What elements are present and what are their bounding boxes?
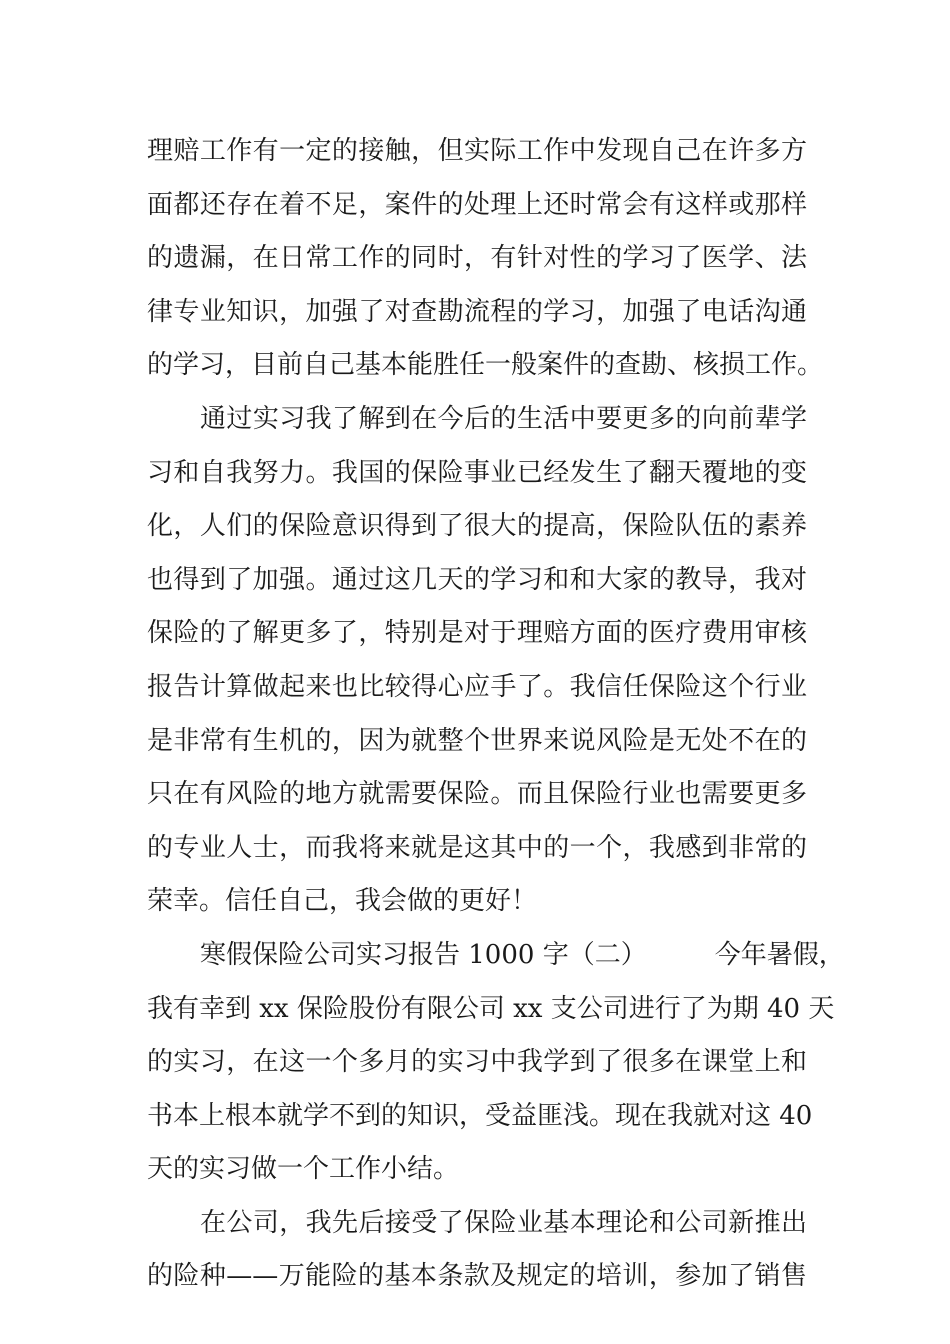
paragraph-2-line: 习和自我努力。我国的保险事业已经发生了翻天覆地的变 — [147, 457, 807, 488]
paragraph-1-line: 的学习，目前自己基本能胜任一般案件的查勘、核损工作。 — [147, 350, 824, 381]
paragraph-2-line: 保险的了解更多了，特别是对于理赔方面的医疗费用审核 — [147, 618, 807, 649]
paragraph-3-line: 天的实习做一个工作小结。 — [147, 1154, 460, 1185]
paragraph-2-line: 通过实习我了解到在今后的生活中要更多的向前辈学 — [200, 403, 807, 434]
paragraph-2-line: 是非常有生机的，因为就整个世界来说风险是无处不在的 — [147, 725, 807, 756]
paragraph-2-line: 荣幸。信任自己，我会做的更好！ — [147, 886, 538, 917]
paragraph-1-line: 面都还存在着不足，案件的处理上还时常会有这样或那样 — [147, 189, 807, 220]
paragraph-4-line: 的险种——万能险的基本条款及规定的培训，参加了销售 — [147, 1261, 807, 1292]
paragraph-1-line: 律专业知识，加强了对查勘流程的学习，加强了电话沟通 — [147, 296, 807, 327]
paragraph-2-line: 报告计算做起来也比较得心应手了。我信任保险这个行业 — [147, 671, 807, 702]
section-heading: 寒假保险公司实习报告 1000 字（二） — [200, 939, 647, 970]
section-heading-line — [147, 929, 845, 983]
paragraph-1-line: 理赔工作有一定的接触，但实际工作中发现自己在许多方 — [147, 136, 807, 166]
paragraph-4-line: 在公司，我先后接受了保险业基本理论和公司新推出 — [200, 1207, 807, 1238]
document-body — [147, 125, 845, 1304]
paragraph-2-line: 的专业人士，而我将来就是这其中的一个，我感到非常的 — [147, 832, 807, 863]
paragraph-2-line: 只在有风险的地方就需要保险。而且保险行业也需要更多 — [147, 779, 807, 810]
paragraph-2-line: 化，人们的保险意识得到了很大的提高，保险队伍的素养 — [147, 511, 807, 542]
paragraph-3-line: 的实习，在这一个多月的实习中我学到了很多在课堂上和 — [147, 1047, 807, 1078]
paragraph-1-line: 的遗漏，在日常工作的同时，有针对性的学习了医学、法 — [147, 243, 807, 274]
paragraph-2-line: 也得到了加强。通过这几天的学习和和大家的教导，我对 — [147, 564, 807, 595]
paragraph-3-line: 我有幸到 xx 保险股份有限公司 xx 支公司进行了为期 40 天 — [147, 993, 835, 1024]
paragraph-3-line: 书本上根本就学不到的知识，受益匪浅。现在我就对这 40 — [147, 1100, 813, 1131]
paragraph-3-first-line: 今年暑假， — [714, 939, 845, 970]
